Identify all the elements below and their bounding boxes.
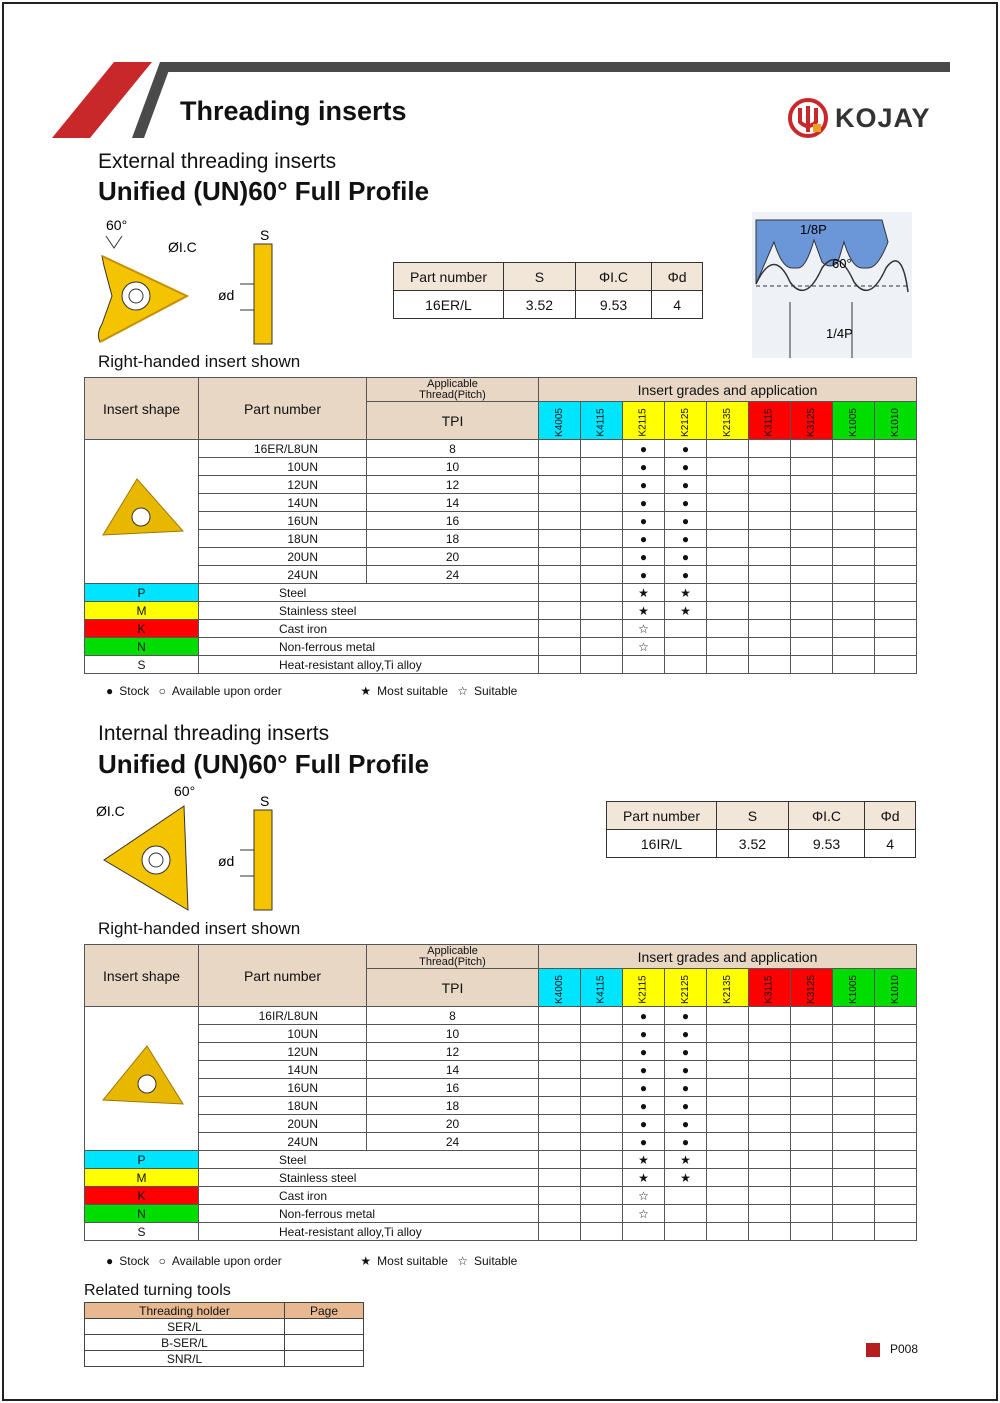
table-row: 18UN 18 ● ● — [85, 530, 917, 548]
page-cell — [285, 1351, 364, 1367]
grade-label: K2125 — [665, 969, 707, 1007]
material-code: P — [85, 584, 199, 602]
table-row: 20UN 20 ● ● — [85, 548, 917, 566]
tpi-cell: 24 — [367, 566, 539, 584]
material-name: Steel — [199, 584, 539, 602]
material-row: P Steel ★ ★ — [85, 584, 917, 602]
material-code: P — [85, 1151, 199, 1169]
grade-label: K3115 — [749, 969, 791, 1007]
part-number-cell: 20UN — [199, 548, 367, 566]
d-label: ød — [218, 287, 235, 303]
material-code: N — [85, 638, 199, 656]
related-tools-title: Related turning tools — [84, 1282, 231, 1299]
applicable-header: Applicable Thread(Pitch) — [367, 945, 539, 969]
profile-angle-label: 60° — [832, 256, 852, 271]
spec-header: Part number — [607, 802, 717, 830]
table-row: 24UN 24 ● ● — [85, 566, 917, 584]
grade-label: K1005 — [833, 969, 875, 1007]
angle-label: 60° — [174, 783, 196, 799]
spec-value: 3.52 — [717, 830, 789, 858]
spec-header: Φd — [652, 263, 703, 291]
spec-header: ΦI.C — [788, 802, 864, 830]
table-row — [85, 1351, 364, 1367]
header-bar — [160, 62, 950, 72]
part-number-header: Part number — [199, 378, 367, 440]
tpi-cell: 14 — [367, 494, 539, 512]
material-name: Cast iron — [199, 620, 539, 638]
external-insert-diagram — [92, 214, 312, 349]
s-label: S — [260, 227, 270, 243]
logo-text: KOJAY — [835, 103, 931, 133]
table-row: 14UN 14 ● ● — [85, 494, 917, 512]
spec-header: Part number — [394, 263, 504, 291]
part-number-cell: 12UN — [199, 1043, 367, 1061]
part-number-cell: 18UN — [199, 530, 367, 548]
ic-label: ØI.C — [96, 803, 125, 819]
tpi-cell: 8 — [367, 440, 539, 458]
material-code: K — [85, 620, 199, 638]
holder-cell: B-SER/L — [85, 1335, 285, 1351]
grade-label: K4115 — [581, 402, 623, 440]
tpi-header: TPI — [367, 969, 539, 1007]
material-row: M Stainless steel ★ ★ — [85, 1169, 917, 1187]
tpi-cell: 20 — [367, 1115, 539, 1133]
material-name: Non-ferrous metal — [199, 638, 539, 656]
tpi-cell: 20 — [367, 548, 539, 566]
holder-cell: SER/L — [85, 1319, 285, 1335]
material-code: K — [85, 1187, 199, 1205]
internal-grade-table — [84, 944, 917, 1241]
related-header: Threading holder — [85, 1303, 285, 1319]
material-name: Heat-resistant alloy,Ti alloy — [199, 656, 539, 674]
material-row — [85, 656, 917, 674]
part-number-cell: 24UN — [199, 1133, 367, 1151]
spec-value: 9.53 — [575, 291, 651, 319]
material-code: N — [85, 1205, 199, 1223]
table-row: 12UN 12 ● ● — [85, 1043, 917, 1061]
spec-header: Φd — [865, 802, 916, 830]
external-title: Unified (UN)60° Full Profile — [98, 176, 430, 206]
related-header: Page — [285, 1303, 364, 1319]
table-row — [85, 1335, 364, 1351]
table-row: 24UN 24 ● ● — [85, 1133, 917, 1151]
material-name: Non-ferrous metal — [199, 1205, 539, 1223]
external-insert-icon — [97, 475, 187, 545]
holder-cell: SNR/L — [85, 1351, 285, 1367]
grade-label: K4005 — [539, 969, 581, 1007]
part-number-cell: 16UN — [199, 1079, 367, 1097]
grade-label: K2135 — [707, 969, 749, 1007]
grade-label: K4005 — [539, 402, 581, 440]
material-row: K Cast iron ☆ — [85, 1187, 917, 1205]
part-number-cell: 14UN — [199, 1061, 367, 1079]
material-code: S — [85, 1223, 199, 1241]
spec-header: S — [717, 802, 789, 830]
page-title: Threading inserts — [180, 96, 407, 126]
spec-value: 3.52 — [504, 291, 576, 319]
external-shown-label: Right-handed insert shown — [98, 352, 301, 371]
internal-insert-icon — [97, 1042, 187, 1112]
grade-label: K2115 — [623, 402, 665, 440]
tpi-cell: 10 — [367, 458, 539, 476]
part-number-cell: 16IR/L8UN — [199, 1007, 367, 1025]
d-label: ød — [218, 853, 235, 869]
grade-label: K3115 — [749, 402, 791, 440]
part-number-cell: 10UN — [199, 458, 367, 476]
table-row: 20UN 20 ● ● — [85, 1115, 917, 1133]
material-row — [85, 1223, 917, 1241]
tpi-cell: 12 — [367, 476, 539, 494]
insert-shape-image — [85, 1007, 199, 1151]
grade-label: K2125 — [665, 402, 707, 440]
table-row: 10UN 10 ● ● — [85, 458, 917, 476]
tpi-cell: 18 — [367, 530, 539, 548]
tpi-cell: 18 — [367, 1097, 539, 1115]
tpi-cell: 8 — [367, 1007, 539, 1025]
insert-shape-header: Insert shape — [85, 945, 199, 1007]
tpi-header: TPI — [367, 402, 539, 440]
grade-label: K1005 — [833, 402, 875, 440]
part-number-cell: 12UN — [199, 476, 367, 494]
table-row: 16ER/L8UN 8 ● ● — [85, 440, 917, 458]
grade-label: K2135 — [707, 402, 749, 440]
grade-label: K4115 — [581, 969, 623, 1007]
grade-label: K3125 — [791, 969, 833, 1007]
material-row: P Steel ★ ★ — [85, 1151, 917, 1169]
internal-subtitle: Internal threading inserts — [98, 722, 330, 745]
table-row: 10UN 10 ● ● — [85, 1025, 917, 1043]
s-label: S — [260, 793, 270, 809]
material-name: Stainless steel — [199, 602, 539, 620]
external-legend: ● Stock ○ Available upon order ★ Most suitable ☆ Suitable — [106, 684, 518, 698]
tpi-cell: 12 — [367, 1043, 539, 1061]
page-number: P008 — [866, 1342, 918, 1357]
material-code: S — [85, 656, 199, 674]
table-row: 16UN 16 ● ● — [85, 512, 917, 530]
page-cell — [285, 1335, 364, 1351]
part-number-cell: 24UN — [199, 566, 367, 584]
spec-value: 4 — [652, 291, 703, 319]
internal-spec-table — [606, 801, 916, 858]
kojay-logo-icon — [786, 96, 830, 140]
ic-label: ØI.C — [168, 239, 197, 255]
part-number-cell: 16ER/L8UN — [199, 440, 367, 458]
grade-label: K1010 — [875, 969, 917, 1007]
spec-header: ΦI.C — [575, 263, 651, 291]
table-row — [85, 1319, 364, 1335]
profile-bottom-label: 1/4P — [826, 326, 853, 341]
page-marker-icon — [866, 1343, 880, 1357]
table-row: 12UN 12 ● ● — [85, 476, 917, 494]
part-number-cell: 18UN — [199, 1097, 367, 1115]
material-row: M Stainless steel ★ ★ — [85, 602, 917, 620]
tpi-cell: 24 — [367, 1133, 539, 1151]
table-row: 14UN 14 ● ● — [85, 1061, 917, 1079]
internal-insert-diagram — [92, 780, 312, 915]
grades-header: Insert grades and application — [539, 945, 917, 969]
part-number-cell: 16UN — [199, 512, 367, 530]
material-name: Steel — [199, 1151, 539, 1169]
spec-value: 4 — [865, 830, 916, 858]
material-name: Heat-resistant alloy,Ti alloy — [199, 1223, 539, 1241]
spec-value: 16ER/L — [394, 291, 504, 319]
material-row: K Cast iron ☆ — [85, 620, 917, 638]
material-code: M — [85, 1169, 199, 1187]
material-row: N Non-ferrous metal ☆ — [85, 1205, 917, 1223]
grade-label: K3125 — [791, 402, 833, 440]
angle-label: 60° — [106, 217, 128, 233]
table-row: 18UN 18 ● ● — [85, 1097, 917, 1115]
grade-label: K1010 — [875, 402, 917, 440]
page-cell — [285, 1319, 364, 1335]
table-row: 16UN 16 ● ● — [85, 1079, 917, 1097]
part-number-header: Part number — [199, 945, 367, 1007]
spec-header: S — [504, 263, 576, 291]
material-name: Cast iron — [199, 1187, 539, 1205]
spec-value: 16IR/L — [607, 830, 717, 858]
material-code: M — [85, 602, 199, 620]
tpi-cell: 14 — [367, 1061, 539, 1079]
insert-shape-image — [85, 440, 199, 584]
external-spec-table — [393, 262, 703, 319]
grade-label: K2115 — [623, 969, 665, 1007]
internal-legend: ● Stock ○ Available upon order ★ Most suitable ☆ Suitable — [106, 1254, 518, 1268]
internal-shown-label: Right-handed insert shown — [98, 919, 301, 938]
grades-header: Insert grades and application — [539, 378, 917, 402]
tpi-cell: 16 — [367, 1079, 539, 1097]
part-number-cell: 10UN — [199, 1025, 367, 1043]
spec-value: 9.53 — [788, 830, 864, 858]
thread-profile-diagram — [752, 212, 912, 358]
insert-shape-header: Insert shape — [85, 378, 199, 440]
related-tools-table — [84, 1302, 364, 1367]
applicable-header: Applicable Thread(Pitch) — [367, 378, 539, 402]
part-number-cell: 20UN — [199, 1115, 367, 1133]
internal-title: Unified (UN)60° Full Profile — [98, 749, 430, 779]
tpi-cell: 10 — [367, 1025, 539, 1043]
table-row: 16IR/L8UN 8 ● ● — [85, 1007, 917, 1025]
part-number-cell: 14UN — [199, 494, 367, 512]
external-subtitle: External threading inserts — [98, 150, 337, 173]
material-name: Stainless steel — [199, 1169, 539, 1187]
profile-top-label: 1/8P — [800, 222, 827, 237]
external-grade-table — [84, 377, 917, 674]
material-row: N Non-ferrous metal ☆ — [85, 638, 917, 656]
tpi-cell: 16 — [367, 512, 539, 530]
